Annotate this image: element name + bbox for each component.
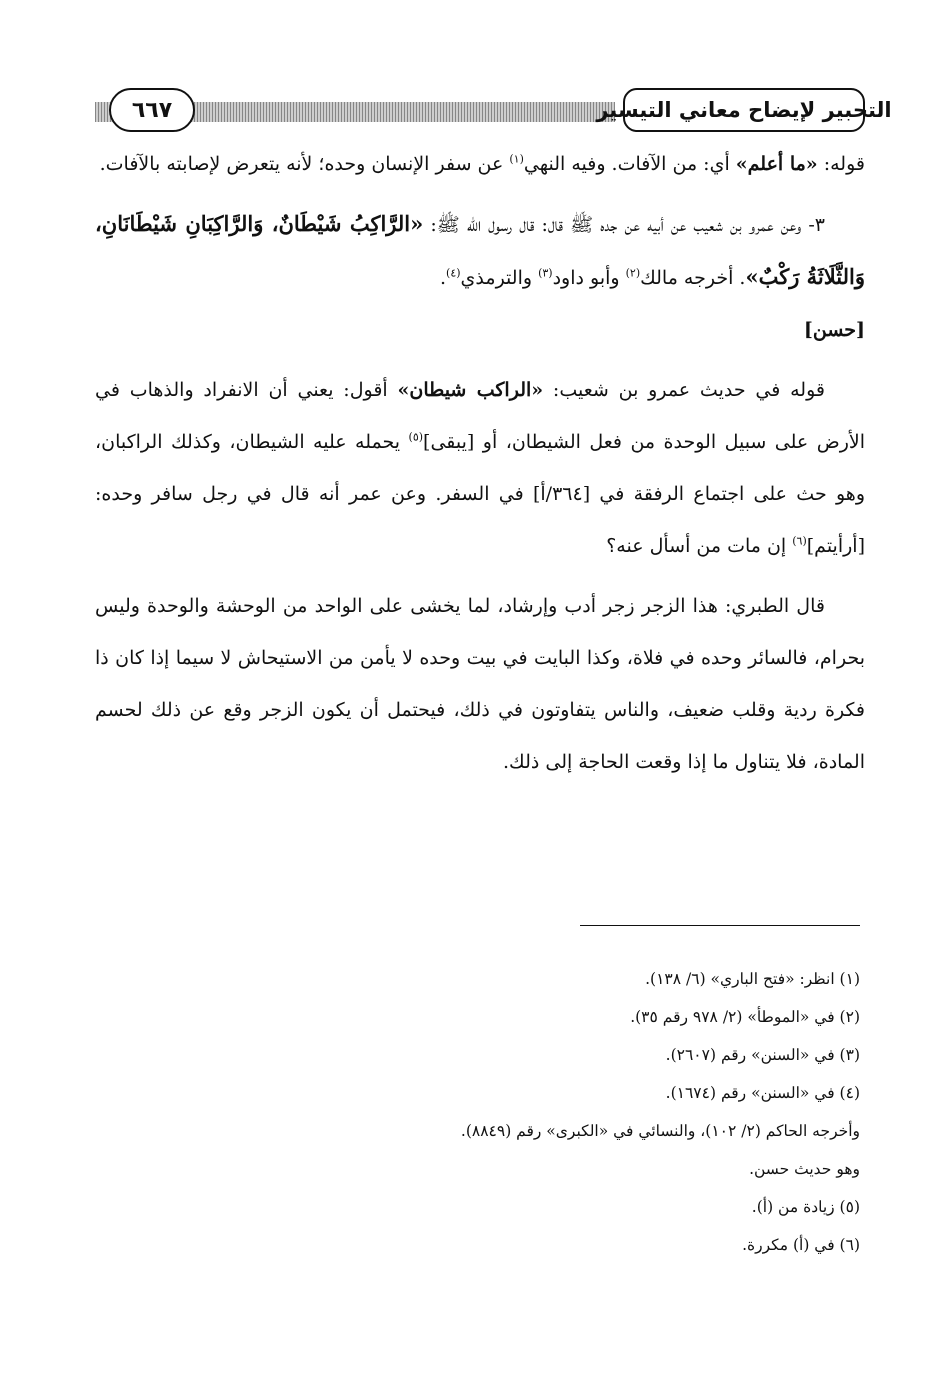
footnote-6: (٦) في (أ) مكررة. [742, 1236, 860, 1254]
text-run: أقول: يعني أن الانفراد والذهاب في الأرض على سبيل الوحدة من فعل الشيطان، أو [يبقى] [95, 379, 865, 453]
footnote-ref[interactable]: (٢) [625, 266, 641, 280]
footnote-ref[interactable]: (٥) [408, 430, 424, 444]
text-run: يحمله عليه الشيطان، وكذلك الراكبان، وهو حث على اجتماع الرفقة في [٣٦٤/أ] في السفر. وعن عمر أنه قال في رجل سافر وحده: [أرأيتم] [95, 431, 865, 557]
footnote-2: (٢) في «الموطأ» (٢/ ٩٧٨ رقم ٣٥). [630, 1008, 860, 1026]
footnote-4-grade: وهو حديث حسن. [749, 1160, 860, 1178]
paragraph-commentary-1 [95, 138, 865, 190]
main-text [95, 138, 865, 796]
page-number: ٦٦٧ [131, 97, 173, 123]
text-run: والترمذي [460, 267, 539, 289]
text-run: ٣- وعن عمرو بن شعيب عن أبيه عن جده ﷺ قال: قال رسول الله ﷺ: [423, 214, 825, 236]
footnote-5: (٥) زيادة من (أ). [751, 1198, 860, 1216]
hadith-grade: [حسن] [803, 319, 865, 341]
footnote-separator [580, 925, 860, 926]
paragraph-hadith-3 [95, 198, 865, 356]
footnote-3: (٣) في «السنن» رقم (٢٦٠٧). [665, 1046, 860, 1064]
text-run: وأبو داود [552, 267, 626, 289]
paragraph-commentary-2 [95, 364, 865, 572]
footnote-4: (٤) في «السنن» رقم (١٦٧٤). [665, 1084, 860, 1102]
text-run: . أخرجه مالك [640, 267, 746, 289]
footnote-ref[interactable]: (٣) [538, 266, 553, 280]
text-run: قال الطبري: هذا الزجر زجر أدب وإرشاد، لما يخشى على الواحد من الوحشة والوحدة وليس بحرام، فالسائر وحده في فلاة، وكذا البايت في بيت وحده لا يأمن من الاستيحاش لا سيما إذا كان ذا فكرة ردية وقلب ضعيف، والناس يتفاوتون في ذلك، فيحتمل أن يكون الزجر وقع عن ذلك لحسم المادة، فلا يتناول ما إذا وقعت الحاجة إلى ذلك. [95, 595, 865, 773]
paragraph-tabari-quote [95, 580, 865, 788]
footnote-4-continuation: وأخرجه الحاكم (٢/ ١٠٢)، والنسائي في «الكبرى» رقم (٨٨٤٩). [460, 1122, 860, 1140]
footnote-ref[interactable]: (٤) [446, 266, 461, 280]
text-run: عن سفر الإنسان وحده؛ لأنه يتعرض لإصابته بالآفات. [99, 153, 510, 175]
text-run: أي: من الآفات. وفيه النهي [523, 153, 736, 175]
page-header [95, 86, 892, 138]
footnote-ref[interactable]: (٦) [792, 534, 807, 548]
text-run: قوله: [817, 153, 865, 175]
text-run: إن مات من أسأل عنه؟ [606, 535, 793, 557]
quoted-phrase: «الراكب شيطان» [397, 379, 544, 401]
footnote-ref[interactable]: (١) [509, 152, 524, 166]
page-number-frame [109, 88, 195, 132]
hadith-text: «الرَّاكِبُ شَيْطَانٌ، وَالرَّاكِبَانِ شَيْطَانَانِ، وَالثَّلَاثَةُ رَكْبٌ» [95, 211, 865, 289]
footnote-1: (١) انظر: «فتح الباري» (٦/ ١٣٨). [645, 970, 860, 988]
text-run: قوله في حديث عمرو بن شعيب: [543, 379, 825, 401]
footnotes [160, 960, 860, 1264]
book-title: التحبير لإيضاح معاني التيسير [596, 98, 892, 122]
text-run: . [439, 267, 447, 289]
quoted-phrase: «ما أعلم» [735, 153, 818, 175]
header-title-frame [596, 88, 892, 132]
